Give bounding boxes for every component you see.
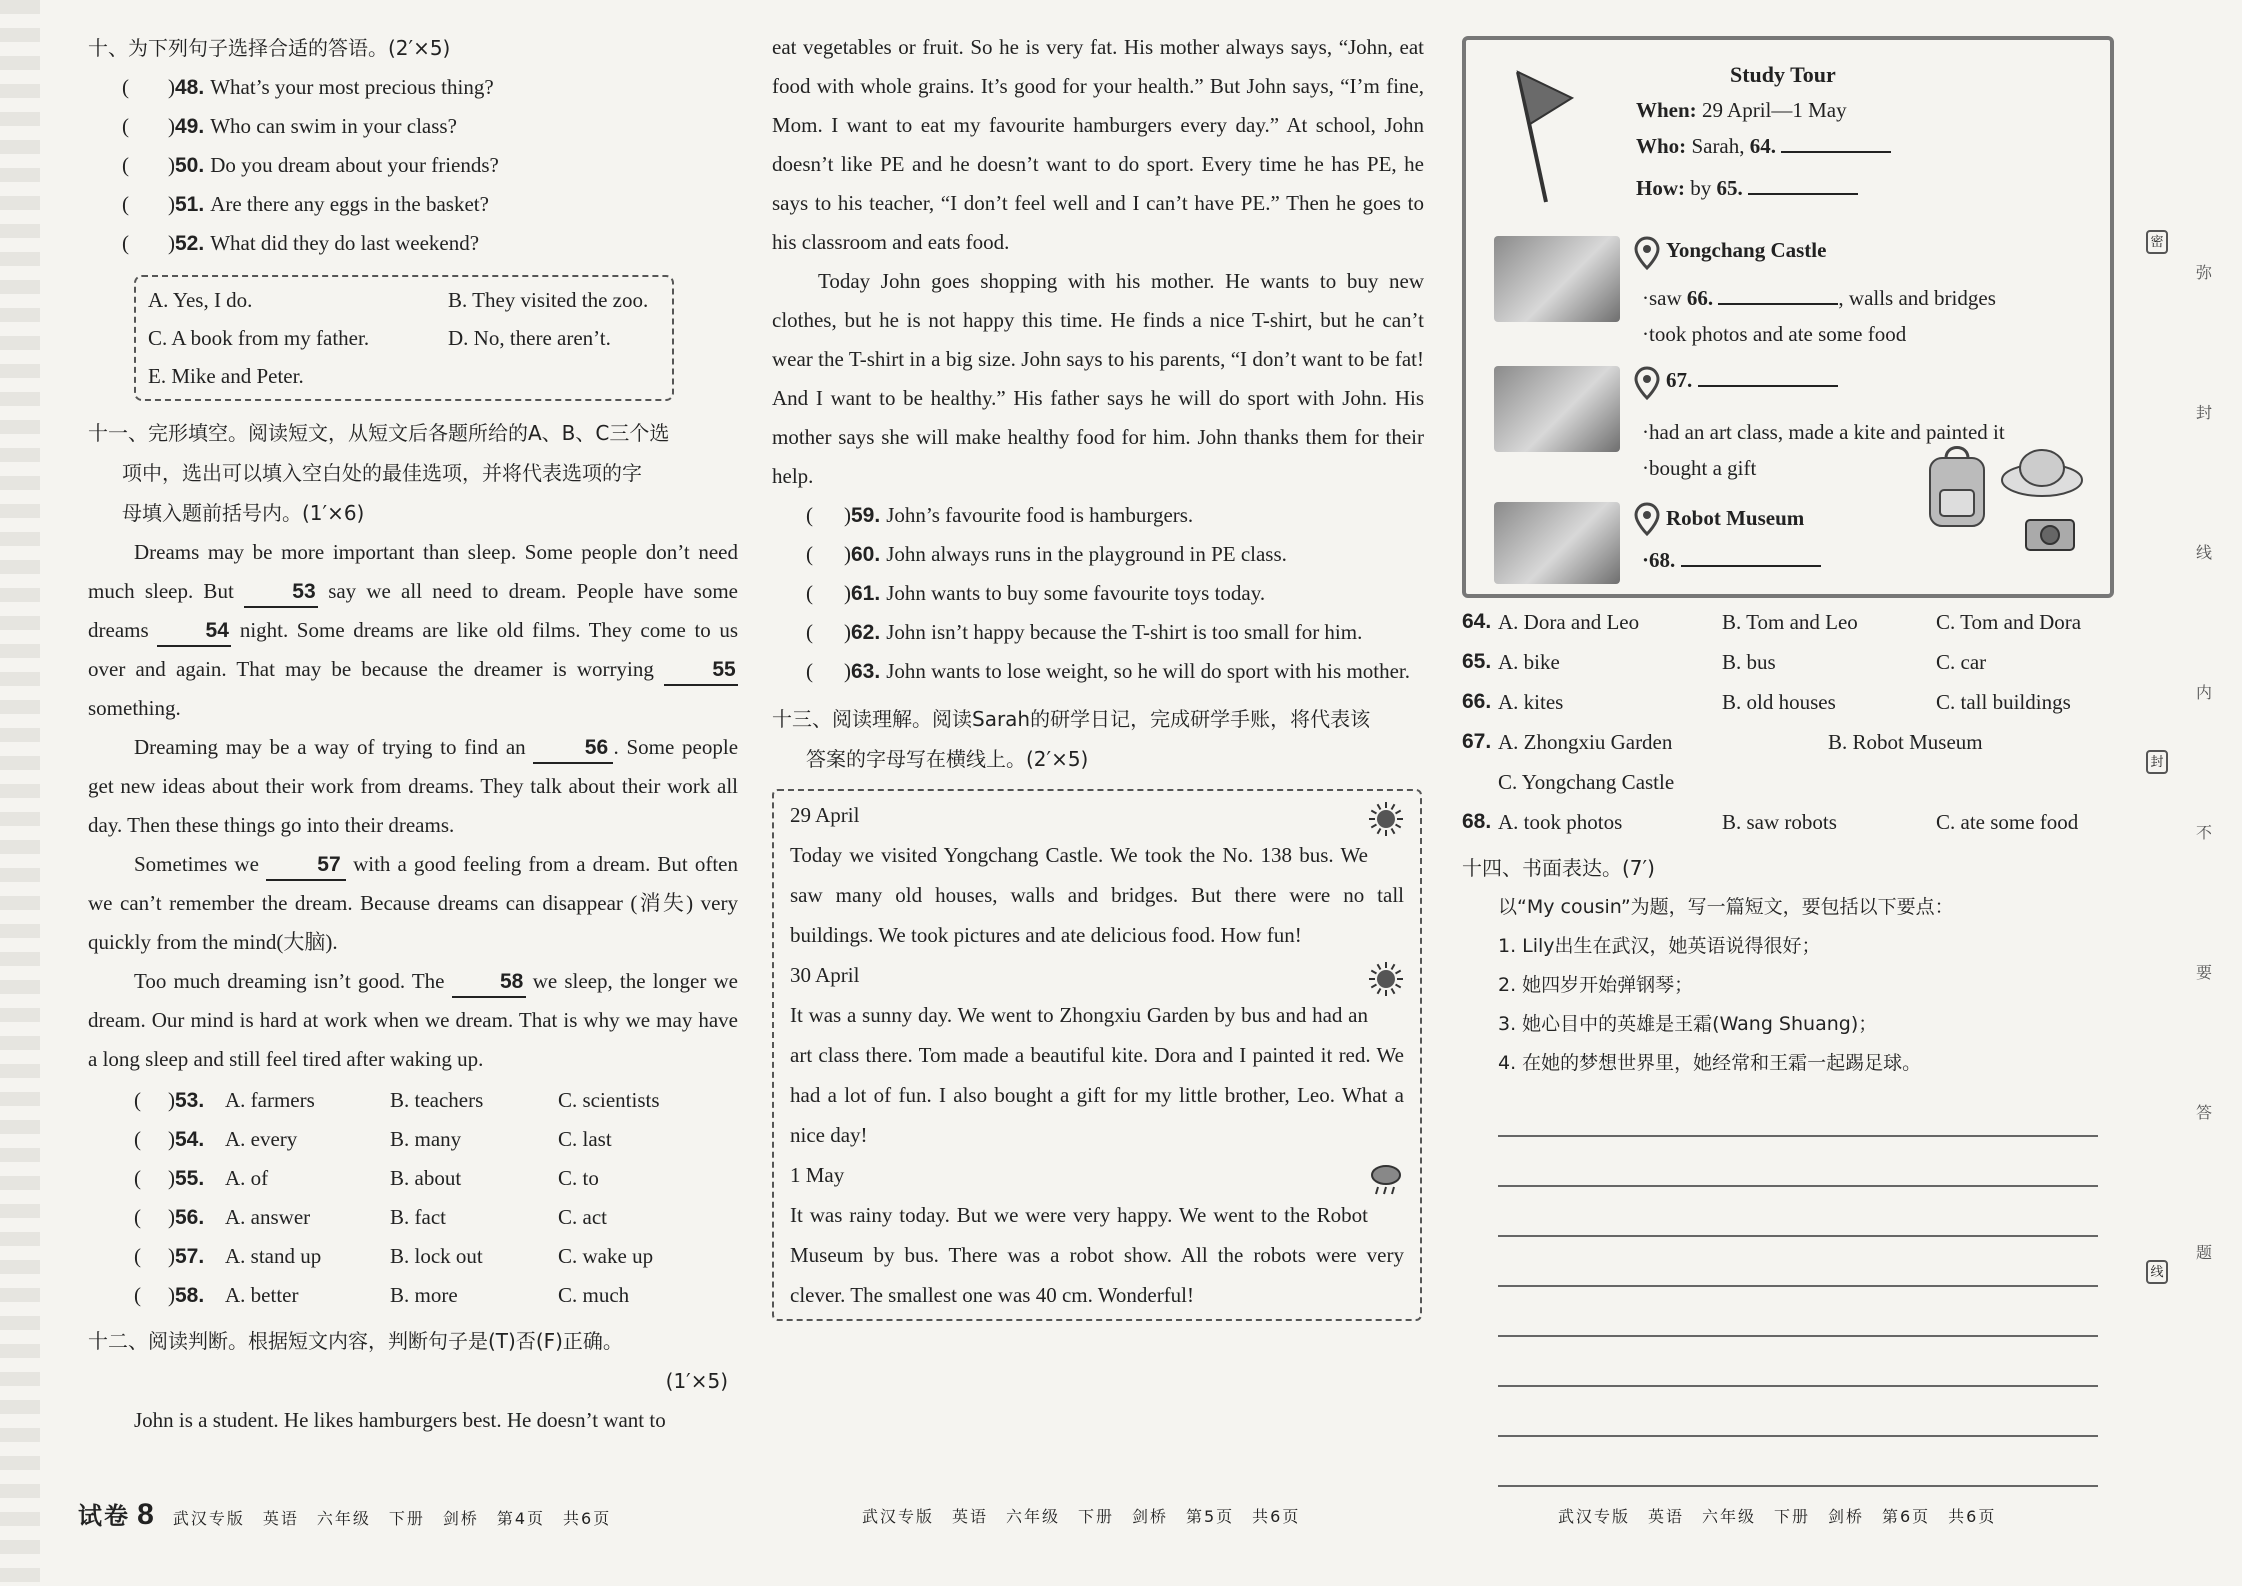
answer-bracket[interactable]: ( bbox=[134, 1205, 141, 1229]
section-11-title-line2: 项中，选出可以填入空白处的最佳选项，并将代表选项的字 bbox=[122, 461, 642, 485]
option-b: B. Robot Museum bbox=[1828, 730, 1983, 754]
cloze-option-row bbox=[88, 1159, 738, 1198]
page-4-column bbox=[88, 28, 738, 1440]
backpack-icon bbox=[1922, 440, 1992, 530]
option-c: C. act bbox=[558, 1205, 607, 1229]
option-a: A. answer bbox=[225, 1205, 311, 1229]
indent-spacer bbox=[1462, 762, 1498, 802]
footer-paper-label: 试卷 bbox=[78, 1502, 130, 1530]
tour-option-row bbox=[1462, 682, 2122, 722]
answer-bracket[interactable]: ( bbox=[122, 231, 129, 255]
answer-bracket[interactable]: ( bbox=[806, 542, 813, 566]
question-number: 66. bbox=[1462, 690, 1492, 713]
question-number: 54. bbox=[175, 1128, 205, 1151]
reading-passage-start: John is a student. He likes hamburgers best. He doesn’t want to bbox=[134, 1408, 666, 1432]
option-a: A. better bbox=[225, 1283, 299, 1307]
answer-bracket-close: ) bbox=[168, 1244, 175, 1268]
footer-page-4 bbox=[78, 1496, 611, 1532]
cloze-blank-55[interactable]: 55 bbox=[664, 656, 738, 686]
answer-bracket-close: ) bbox=[168, 75, 175, 99]
option-c: C. car bbox=[1936, 650, 1987, 674]
tour-option-row bbox=[1462, 802, 2122, 842]
section-14-title: 十四、书面表达。(7′) bbox=[1462, 856, 1655, 880]
cloze-blank-58[interactable]: 58 bbox=[452, 968, 526, 998]
question-text: What’s your most precious thing? bbox=[210, 75, 494, 99]
question-number: 51. bbox=[175, 193, 205, 216]
question-number: 64. bbox=[1462, 610, 1492, 633]
page-6-column bbox=[1462, 28, 2122, 1487]
matching-question bbox=[88, 68, 738, 107]
option-c: C. to bbox=[558, 1166, 599, 1190]
true-false-question bbox=[772, 574, 1424, 613]
sunny-icon bbox=[1368, 961, 1404, 997]
matching-question bbox=[88, 107, 738, 146]
writing-line[interactable] bbox=[1498, 1437, 2098, 1487]
saw-answer-blank[interactable] bbox=[1718, 303, 1838, 305]
cloze-blank-57[interactable]: 57 bbox=[266, 851, 346, 881]
cloze-paragraph-4 bbox=[88, 962, 738, 1079]
answer-bracket[interactable]: ( bbox=[122, 75, 129, 99]
reading-passage-paragraph-2: Today John goes shopping with his mother. He wants to buy new clothes, but he is not happy this time. He finds a nice T-shirt, but he can’t wear the T-shirt in a big size. John says to his parents, “I don’t want to be fat! And I want to be healthy.” His father says he will do sport with John. His mother says she will make healthy food for him. John thanks them for their help. bbox=[772, 269, 1424, 488]
diary-date: 30 April bbox=[790, 963, 860, 987]
writing-point: 1. Lily出生在武汉，她英语说得很好； bbox=[1498, 935, 1821, 957]
answer-bracket-close: ) bbox=[844, 542, 851, 566]
matching-question bbox=[88, 146, 738, 185]
cloze-text: Dreaming may be a way of trying to find an bbox=[134, 735, 526, 759]
answer-bracket[interactable]: ( bbox=[122, 192, 129, 216]
tour-title: Study Tour bbox=[1730, 62, 1836, 87]
saw-text-end: , walls and bridges bbox=[1838, 286, 1996, 310]
question-number: 59. bbox=[851, 504, 881, 527]
option-c: C. tall buildings bbox=[1936, 690, 2071, 714]
who-question-number: 64. bbox=[1749, 134, 1777, 158]
seal-char-3: 线 bbox=[2196, 543, 2213, 562]
true-false-question bbox=[772, 613, 1424, 652]
footer-page-5: 武汉专版 英语 六年级 下册 剑桥 第5页 共6页 bbox=[862, 1507, 1301, 1526]
question-text: John wants to buy some favourite toys today. bbox=[886, 581, 1266, 605]
cloze-text: with a good feeling from a dream. But often we can’t remember the dream. Because dreams can disappear (消失) very quickly from the mind(大脑). bbox=[88, 852, 738, 954]
section-10-title: 十、为下列句子选择合适的答语。(2′×5) bbox=[88, 36, 451, 60]
cloze-text: something. bbox=[88, 696, 181, 720]
answer-bracket-close: ) bbox=[168, 1127, 175, 1151]
answer-bracket-close: ) bbox=[168, 192, 175, 216]
option-b: B. lock out bbox=[390, 1244, 483, 1268]
diary-date-row bbox=[790, 955, 1404, 995]
section-13-title-line2: 答案的字母写在横线上。(2′×5) bbox=[806, 747, 1089, 771]
seal-box-3: 线 bbox=[2146, 1260, 2168, 1284]
option-c: C. Tom and Dora bbox=[1936, 610, 2082, 634]
cloze-option-row bbox=[88, 1120, 738, 1159]
tour-answer-options bbox=[1462, 602, 2122, 842]
writing-points bbox=[1462, 927, 2122, 1083]
cloze-text: say we all need to dream. People have some dreams bbox=[88, 579, 739, 642]
cloze-paragraph-1 bbox=[88, 533, 738, 728]
section-13-title-line1: 十三、阅读理解。阅读Sarah的研学日记，完成研学手账，将代表该 bbox=[772, 707, 1371, 731]
location-pin-icon bbox=[1634, 502, 1660, 536]
true-false-question bbox=[772, 496, 1424, 535]
question-number: 49. bbox=[175, 115, 205, 138]
question-number: 65. bbox=[1462, 650, 1492, 673]
option-b: B. many bbox=[390, 1127, 462, 1151]
question-number: 68. bbox=[1462, 810, 1492, 833]
writing-line[interactable] bbox=[1498, 1237, 2098, 1287]
writing-point: 2. 她四岁开始弹钢琴； bbox=[1498, 974, 1694, 996]
who-answer-blank[interactable] bbox=[1781, 151, 1891, 153]
option-b: B. old houses bbox=[1722, 690, 1836, 714]
answer-bracket[interactable]: ( bbox=[806, 659, 813, 683]
answer-bracket-close: ) bbox=[168, 1283, 175, 1307]
question-text: Who can swim in your class? bbox=[210, 114, 457, 138]
tour-when bbox=[1636, 98, 1847, 123]
answer-bracket-close: ) bbox=[844, 659, 851, 683]
answer-bracket-close: ) bbox=[168, 153, 175, 177]
option-a: A. Dora and Leo bbox=[1498, 610, 1640, 634]
cloze-text: we sleep, the longer we dream. Our mind is hard at work when we dream. That is why we may have a long sleep and still feel tired after waking up. bbox=[88, 969, 738, 1071]
answer-bracket[interactable]: ( bbox=[134, 1244, 141, 1268]
when-label: When: bbox=[1636, 98, 1697, 122]
cloze-paragraph-3 bbox=[88, 845, 738, 962]
tour-option-row bbox=[1462, 762, 2122, 802]
question-number: 60. bbox=[851, 543, 881, 566]
cloze-option-row bbox=[88, 1198, 738, 1237]
tour-option-row bbox=[1462, 642, 2122, 682]
seal-char-6: 要 bbox=[2196, 963, 2213, 982]
sarah-diary-box bbox=[772, 789, 1422, 1321]
cloze-option-row bbox=[88, 1237, 738, 1276]
question-text: John wants to lose weight, so he will do sport with his mother. bbox=[886, 659, 1411, 683]
diary-entry-text: Today we visited Yongchang Castle. We took the No. 138 bus. We saw many old houses, walls and bridges. But there were no tall buildings. We took pictures and ate delicious food. How fun! bbox=[790, 843, 1404, 947]
footer-page-6: 武汉专版 英语 六年级 下册 剑桥 第6页 共6页 bbox=[1558, 1507, 1997, 1526]
seal-char-8: 题 bbox=[2196, 1243, 2213, 1262]
answer-bracket-close: ) bbox=[844, 503, 851, 527]
cloze-text: Too much dreaming isn’t good. The bbox=[134, 969, 445, 993]
answer-bracket[interactable]: ( bbox=[806, 581, 813, 605]
when-value: 29 April—1 May bbox=[1701, 98, 1847, 122]
study-tour-card bbox=[1462, 36, 2114, 598]
question-number: 50. bbox=[175, 154, 205, 177]
answer-bracket-close: ) bbox=[844, 620, 851, 644]
answer-option: D. No, there aren’t. bbox=[448, 326, 611, 350]
answer-bracket-close: ) bbox=[168, 1205, 175, 1229]
true-false-questions bbox=[772, 496, 1424, 691]
option-c: C. last bbox=[558, 1127, 612, 1151]
question-number: 63. bbox=[851, 660, 881, 683]
answer-bracket-close: ) bbox=[844, 581, 851, 605]
section-11-title-line3: 母填入题前括号内。(1′×6) bbox=[122, 501, 365, 525]
question-number: 55. bbox=[175, 1167, 205, 1190]
diary-date-row bbox=[790, 795, 1404, 835]
cloze-option-row bbox=[88, 1081, 738, 1120]
garden-photo bbox=[1494, 366, 1620, 452]
place-robot-museum: Robot Museum bbox=[1666, 506, 1805, 530]
castle-activity: ·took photos and ate some food bbox=[1642, 322, 1907, 346]
section-10-options-box bbox=[134, 275, 674, 401]
who-label: Who: bbox=[1636, 134, 1687, 158]
cloze-text: . Some people get new ideas about their work from dreams. They talk about their work all day. Then these things go into their dreams. bbox=[88, 735, 739, 837]
question-number: 61. bbox=[851, 582, 881, 605]
writing-line[interactable] bbox=[1498, 1087, 2098, 1137]
museum-question-number: ·68. bbox=[1642, 548, 1676, 572]
writing-line[interactable] bbox=[1498, 1137, 2098, 1187]
how-answer-blank[interactable] bbox=[1748, 193, 1858, 195]
tour-option-row bbox=[1462, 602, 2122, 642]
option-b: B. more bbox=[390, 1283, 458, 1307]
option-c: C. wake up bbox=[558, 1244, 654, 1268]
writing-point: 3. 她心目中的英雄是王霜(Wang Shuang)； bbox=[1498, 1013, 1878, 1035]
how-question-number: 65. bbox=[1716, 176, 1743, 200]
writing-line[interactable] bbox=[1498, 1287, 2098, 1337]
answer-bracket-close: ) bbox=[168, 231, 175, 255]
writing-line[interactable] bbox=[1498, 1187, 2098, 1237]
answer-option: B. They visited the zoo. bbox=[448, 288, 649, 312]
option-a: A. farmers bbox=[225, 1088, 315, 1112]
rainy-icon bbox=[1368, 1161, 1404, 1197]
place-question-number: 67. bbox=[1666, 368, 1693, 392]
option-a: A. stand up bbox=[225, 1244, 322, 1268]
who-value: Sarah, bbox=[1691, 134, 1745, 158]
question-number: 58. bbox=[175, 1284, 205, 1307]
option-a: A. bike bbox=[1498, 650, 1560, 674]
question-number: 62. bbox=[851, 621, 881, 644]
seal-char-5: 不 bbox=[2196, 823, 2213, 842]
writing-point: 4. 在她的梦想世界里，她经常和王霜一起踢足球。 bbox=[1498, 1052, 1922, 1074]
place-answer-blank[interactable] bbox=[1698, 385, 1838, 387]
option-a: A. of bbox=[225, 1166, 269, 1190]
diary-entry-text: It was a sunny day. We went to Zhongxiu Garden by bus and had an art class there. Tom made a beautiful kite. Dora and I painted it red. We had a lot of fun. I also bought a gift for my little brother, Leo. What a nice day! bbox=[790, 1003, 1404, 1147]
matching-question bbox=[88, 224, 738, 263]
answer-option: A. Yes, I do. bbox=[148, 288, 253, 312]
garden-gift: ·bought a gift bbox=[1642, 456, 1757, 480]
question-number: 52. bbox=[175, 232, 205, 255]
camera-icon bbox=[2022, 512, 2078, 552]
cloze-text: Dreams may be more important than sleep. Some people don’t need much sleep. But bbox=[88, 540, 738, 603]
location-pin-icon bbox=[1634, 366, 1660, 400]
saw-question-number: 66. bbox=[1686, 286, 1714, 310]
option-c: C. much bbox=[558, 1283, 630, 1307]
seal-box-1: 密 bbox=[2146, 230, 2168, 254]
binding-edge bbox=[0, 0, 40, 1586]
question-number: 53. bbox=[175, 1089, 205, 1112]
answer-bracket[interactable]: ( bbox=[134, 1127, 141, 1151]
page-5-column bbox=[772, 28, 1424, 1321]
museum-68-line bbox=[1642, 548, 1821, 573]
question-number: 57. bbox=[175, 1245, 205, 1268]
place-yongchang-castle: Yongchang Castle bbox=[1666, 238, 1827, 262]
tour-who bbox=[1636, 134, 1891, 159]
option-b: B. Tom and Leo bbox=[1722, 610, 1858, 634]
seal-line-strip bbox=[2140, 210, 2240, 1310]
sunny-icon bbox=[1368, 801, 1404, 837]
option-b: B. fact bbox=[390, 1205, 446, 1229]
diary-date: 29 April bbox=[790, 803, 860, 827]
section-10-questions bbox=[88, 68, 738, 263]
seal-box-2: 封 bbox=[2146, 750, 2168, 774]
option-a: A. Zhongxiu Garden bbox=[1498, 730, 1673, 754]
cloze-paragraph-2 bbox=[88, 728, 738, 845]
diary-entry-text: It was rainy today. But we were very happy. We went to the Robot Museum by bus. There was a robot show. All the robots were very clever. The smallest one was 40 cm. Wonderful! bbox=[790, 1203, 1404, 1307]
castle-photo bbox=[1494, 236, 1620, 322]
reading-passage-continued: eat vegetables or fruit. So he is very fat. His mother always says, “John, eat food with whole grains. It’s good for your health.” But John says, “I’m fine, Mom. I want to eat my favourite hamburgers every day.” At school, John doesn’t like PE and he doesn’t want to do sport. Every time he has PE, he says to his teacher, “I don’t feel well and I can’t have PE.” Then he goes to his classroom and eats food. bbox=[772, 35, 1424, 254]
option-b: B. bus bbox=[1722, 650, 1776, 674]
question-number: 56. bbox=[175, 1206, 205, 1229]
place-67-line bbox=[1666, 368, 1838, 393]
question-text: John always runs in the playground in PE class. bbox=[886, 542, 1287, 566]
question-text: John isn’t happy because the T-shirt is too small for him. bbox=[886, 620, 1363, 644]
seal-char-2: 封 bbox=[2196, 403, 2213, 422]
option-c: C. Yongchang Castle bbox=[1498, 770, 1675, 794]
answer-bracket-close: ) bbox=[168, 114, 175, 138]
cloze-options bbox=[88, 1081, 738, 1315]
option-b: B. teachers bbox=[390, 1088, 484, 1112]
diary-date-row bbox=[790, 1155, 1404, 1195]
tour-how bbox=[1636, 176, 1858, 201]
writing-area[interactable] bbox=[1462, 1087, 2122, 1487]
matching-question bbox=[88, 185, 738, 224]
cloze-text: night. Some dreams are like old films. They come to us over and again. That may be because the dreamer is worrying bbox=[88, 618, 739, 681]
cloze-blank-56[interactable]: 56 bbox=[533, 734, 613, 764]
writing-line[interactable] bbox=[1498, 1387, 2098, 1437]
option-a: A. kites bbox=[1498, 690, 1564, 714]
question-text: Do you dream about your friends? bbox=[210, 153, 499, 177]
option-c: C. ate some food bbox=[1936, 810, 2079, 834]
section-12-title: 十二、阅读判断。根据短文内容，判断句子是(T)否(F)正确。 bbox=[88, 1329, 623, 1353]
answer-option: E. Mike and Peter. bbox=[148, 364, 304, 388]
option-c: C. scientists bbox=[558, 1088, 660, 1112]
question-text: Are there any eggs in the basket? bbox=[210, 192, 489, 216]
question-text: What did they do last weekend? bbox=[210, 231, 480, 255]
museum-answer-blank[interactable] bbox=[1681, 565, 1821, 567]
footer-paper-number: 8 bbox=[137, 1498, 156, 1531]
diary-date: 1 May bbox=[790, 1163, 845, 1187]
sun-hat-icon bbox=[2000, 440, 2084, 500]
flag-icon bbox=[1506, 62, 1576, 212]
answer-bracket[interactable]: ( bbox=[134, 1283, 141, 1307]
seal-char-1: 弥 bbox=[2196, 263, 2213, 282]
option-a: A. every bbox=[225, 1127, 298, 1151]
answer-bracket[interactable]: ( bbox=[806, 503, 813, 527]
answer-bracket[interactable]: ( bbox=[122, 114, 129, 138]
question-text: John’s favourite food is hamburgers. bbox=[886, 503, 1194, 527]
tour-option-row bbox=[1462, 722, 2122, 762]
question-number: 48. bbox=[175, 76, 205, 99]
option-b: B. saw robots bbox=[1722, 810, 1837, 834]
cloze-blank-53[interactable]: 53 bbox=[244, 578, 318, 608]
answer-bracket[interactable]: ( bbox=[134, 1166, 141, 1190]
answer-bracket-close: ) bbox=[168, 1088, 175, 1112]
question-number: 67. bbox=[1462, 730, 1492, 753]
answer-option: C. A book from my father. bbox=[148, 326, 370, 350]
true-false-question bbox=[772, 535, 1424, 574]
option-a: A. took photos bbox=[1498, 810, 1623, 834]
castle-saw-line bbox=[1642, 286, 1996, 311]
section-14-intro: 以“My cousin”为题，写一篇短文，要包括以下要点： bbox=[1498, 896, 1954, 918]
true-false-question bbox=[772, 652, 1424, 691]
answer-bracket[interactable]: ( bbox=[806, 620, 813, 644]
answer-bracket[interactable]: ( bbox=[134, 1088, 141, 1112]
seal-char-7: 答 bbox=[2196, 1103, 2213, 1122]
cloze-text: Sometimes we bbox=[134, 852, 259, 876]
option-b: B. about bbox=[390, 1166, 462, 1190]
answer-bracket-close: ) bbox=[168, 1166, 175, 1190]
writing-line[interactable] bbox=[1498, 1337, 2098, 1387]
museum-photo bbox=[1494, 502, 1620, 584]
seal-char-4: 内 bbox=[2196, 683, 2213, 702]
how-label: How: bbox=[1636, 176, 1685, 200]
cloze-option-row bbox=[88, 1276, 738, 1315]
section-12-score: (1′×5) bbox=[665, 1369, 728, 1393]
how-value: by bbox=[1690, 176, 1712, 200]
section-11-title-line1: 十一、完形填空。阅读短文，从短文后各题所给的A、B、C三个选 bbox=[88, 421, 670, 445]
footer-text: 武汉专版 英语 六年级 下册 剑桥 第4页 共6页 bbox=[172, 1509, 612, 1528]
garden-activity: ·had an art class, made a kite and painted it bbox=[1642, 420, 2005, 444]
answer-bracket[interactable]: ( bbox=[122, 153, 129, 177]
saw-text: ·saw bbox=[1642, 286, 1682, 310]
location-pin-icon bbox=[1634, 236, 1660, 270]
cloze-blank-54[interactable]: 54 bbox=[157, 617, 231, 647]
